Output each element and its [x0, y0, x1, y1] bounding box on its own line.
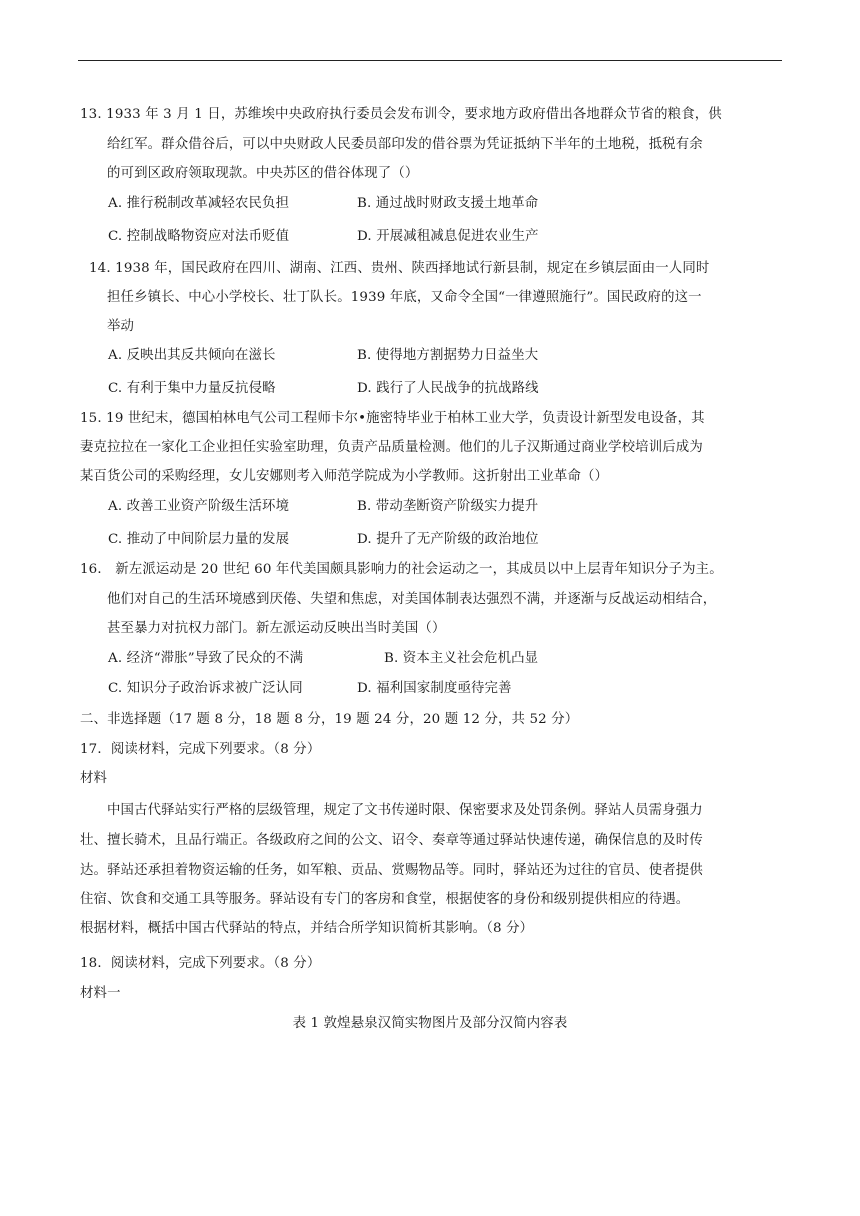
- q16-option-b: B. 资本主义社会危机凸显: [384, 651, 539, 666]
- q13-stem-line-1: 13. 1933 年 3 月 1 日，苏维埃中央政府执行委员会发布训令，要求地方政府借出各地群众节省的粮食，供: [80, 107, 722, 122]
- q17-material-line-1: 中国古代驿站实行严格的层级管理，规定了文书传递时限、保密要求及处罚条例。驿站人员需身强力: [107, 803, 703, 818]
- q17-material-line-2: 壮、擅长骑术，且品行端正。各级政府之间的公文、诏令、奏章等通过驿站快速传递，确保信息的及时传: [80, 833, 703, 848]
- q13-option-a: A. 推行税制改革减轻农民负担: [108, 196, 290, 211]
- q14-option-a: A. 反映出其反共倾向在滋长: [108, 348, 276, 363]
- q15-stem-line-2: 妻克拉拉在一家化工企业担任实验室助理，负责产品质量检测。他们的儿子汉斯通过商业学校培训后成为: [80, 440, 703, 455]
- q16-stem-line-1: 16． 新左派运动是 20 世纪 60 年代美国颇具影响力的社会运动之一，其成员以中上层青年知识分子为主。: [80, 562, 723, 577]
- q14-option-b: B. 使得地方割据势力日益坐大: [357, 348, 539, 363]
- q17-material-line-4: 住宿、饮食和交通工具等服务。驿站设有专门的客房和食堂，根据使客的身份和级别提供相应的待遇。: [80, 892, 690, 907]
- q16-option-d: D. 福利国家制度亟待完善: [357, 681, 512, 696]
- q17-heading: 17．阅读材料，完成下列要求。（8 分）: [80, 742, 321, 757]
- q15-option-a: A. 改善工业资产阶级生活环境: [108, 499, 290, 514]
- q15-stem-line-3: 某百货公司的采购经理，女儿安娜则考入师范学院成为小学教师。这折射出工业革命（）: [80, 469, 609, 484]
- q13-option-c: C. 控制战略物资应对法币贬值: [108, 229, 290, 244]
- q18-table-caption: 表 1 敦煌悬泉汉简实物图片及部分汉简内容表: [292, 1016, 568, 1031]
- q18-heading: 18．阅读材料，完成下列要求。（8 分）: [80, 956, 321, 971]
- q14-option-c: C. 有利于集中力量反抗侵略: [108, 381, 276, 396]
- q13-option-d: D. 开展减租减息促进农业生产: [357, 229, 539, 244]
- q16-option-c: C. 知识分子政治诉求被广泛认同: [108, 681, 303, 696]
- q13-option-b: B. 通过战时财政支援土地革命: [357, 196, 539, 211]
- q13-stem-line-3: 的可到区政府领取现款。中央苏区的借谷体现了（）: [107, 166, 419, 181]
- q15-option-c: C. 推动了中间阶层力量的发展: [108, 532, 290, 547]
- q14-stem-line-3: 举动: [107, 319, 135, 334]
- q18-material-label: 材料一: [80, 986, 121, 1001]
- q17-material-line-3: 达。驿站还承担着物资运输的任务，如军粮、贡品、赏赐物品等。同时，驿站还为过往的官员、使者提供: [80, 863, 703, 878]
- q14-option-d: D. 践行了人民战争的抗战路线: [357, 381, 539, 396]
- q17-material-label: 材料: [80, 771, 108, 786]
- q15-option-d: D. 提升了无产阶级的政治地位: [357, 532, 539, 547]
- q14-stem-line-1: 14. 1938 年，国民政府在四川、湖南、江西、贵州、陕西择地试行新县制，规定在乡镇层面由一人同时: [89, 261, 710, 276]
- q13-stem-line-2: 给红军。群众借谷后，可以中央财政人民委员部印发的借谷票为凭证抵纳下半年的土地税，抵税有余: [107, 137, 703, 152]
- q16-stem-line-3: 甚至暴力对抗权力部门。新左派运动反映出当时美国（）: [107, 621, 446, 636]
- q15-stem-line-1: 15. 19 世纪末，德国柏林电气公司工程师卡尔•施密特毕业于柏林工业大学，负责设计新型发电设备，其: [80, 411, 705, 426]
- q17-question: 根据材料，概括中国古代驿站的特点，并结合所学知识简析其影响。（8 分）: [80, 921, 534, 936]
- q15-option-b: B. 带动垄断资产阶级实力提升: [357, 499, 539, 514]
- header-rule: [78, 60, 782, 61]
- q14-stem-line-2: 担任乡镇长、中心小学校长、壮丁队长。1939 年底，又命令全国“一律遵照施行”。国民政府的这一: [107, 290, 702, 305]
- section-2-heading: 二、非选择题（17 题 8 分，18 题 8 分，19 题 24 分，20 题 12 分，共 52 分）: [80, 712, 579, 727]
- q16-stem-line-2: 他们对自己的生活环境感到厌倦、失望和焦虑，对美国体制表达强烈不满，并逐渐与反战运动相结合，: [107, 592, 717, 607]
- q16-option-a: A. 经济“滞胀”导致了民众的不满: [108, 651, 304, 666]
